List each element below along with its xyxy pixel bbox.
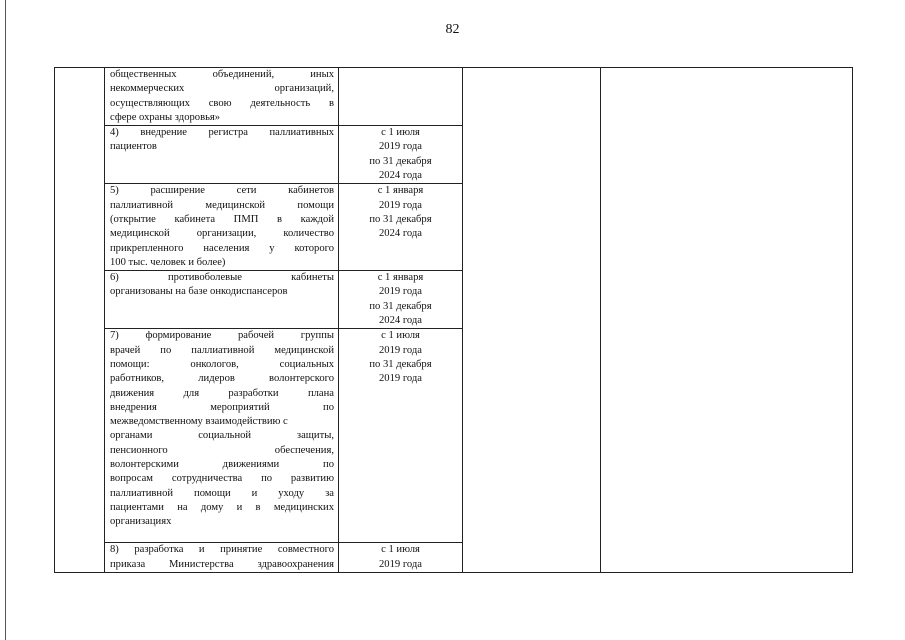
activity-description-cell <box>105 68 339 126</box>
description-line: паллиативной помощи и уходу за <box>110 487 334 499</box>
description-line: работников, лидеров волонтерского <box>110 373 334 385</box>
deadline-line: 2019 года <box>378 141 422 153</box>
deadline-cell <box>339 126 463 184</box>
deadline-line: 2019 года <box>378 286 422 298</box>
description-line: внедрения мероприятий по <box>110 401 334 413</box>
description-line: врачей по паллиативной медицинской <box>110 344 334 356</box>
description-line: 100 тыс. человек и более) <box>110 256 226 268</box>
table-row <box>55 68 853 126</box>
deadline-line: 2019 года <box>378 344 422 356</box>
description-line: 5) расширение сети кабинетов <box>110 185 334 197</box>
activity-description-cell <box>105 329 339 543</box>
deadline-line: 2019 года <box>378 373 422 385</box>
description-line: некоммерческих организаций, <box>110 83 334 95</box>
description-line: медицинской организации, количество <box>110 228 334 240</box>
description-line: пациентами на дому и в медицинских <box>110 501 334 513</box>
description-line: общественных объединений, иных <box>110 69 334 80</box>
description-line: органами социальной защиты, <box>110 430 334 442</box>
deadline-cell <box>339 329 463 543</box>
description-line: организациях <box>110 516 172 528</box>
description-line: помощи: онкологов, социальных <box>110 358 334 370</box>
description-line: пенсионного обеспечения, <box>110 444 334 456</box>
description-line: паллиативной медицинской помощи <box>110 199 334 211</box>
description-line: организованы на базе онкодиспансеров <box>110 286 288 298</box>
activity-description-cell <box>105 184 339 271</box>
description-line: прикрепленного населения у которого <box>110 242 334 254</box>
description-line: пациентов <box>110 141 157 153</box>
page-left-edge-line <box>5 0 6 640</box>
deadline-line: с 1 июля <box>381 330 420 342</box>
description-line: волонтерскими движениями по <box>110 459 334 471</box>
description-line: 7) формирование рабочей группы <box>110 330 334 342</box>
deadline-cell <box>339 543 463 573</box>
description-line: вопросам сотрудничества по развитию <box>110 473 334 485</box>
deadline-line: по 31 декабря <box>369 358 432 370</box>
deadline-line: по 31 декабря <box>369 155 432 167</box>
deadline-line: 2024 года <box>378 228 422 240</box>
result-column-cell <box>601 68 853 573</box>
deadline-line: с 1 января <box>377 272 424 284</box>
deadline-line: по 31 декабря <box>369 300 432 312</box>
deadline-line: по 31 декабря <box>369 213 432 225</box>
activity-description-cell <box>105 543 339 573</box>
description-line: 4) внедрение регистра паллиативных <box>110 127 334 139</box>
page-number: 82 <box>445 22 460 37</box>
activity-description-cell <box>105 271 339 329</box>
deadline-line: 2019 года <box>378 558 422 570</box>
description-line: (открытие кабинета ПМП в каждой <box>110 213 334 225</box>
description-line: межведомственному взаимодействию с <box>110 416 288 428</box>
number-column-cell <box>55 68 105 573</box>
deadline-line: 2019 года <box>378 199 422 211</box>
description-line: сфере охраны здоровья» <box>110 111 221 123</box>
description-line: 6) противоболевые кабинеты <box>110 272 334 284</box>
deadline-cell <box>339 184 463 271</box>
activities-table <box>54 67 853 573</box>
description-line: 8) разработка и принятие совместного <box>110 544 334 556</box>
deadline-line: с 1 января <box>377 185 424 197</box>
description-line: движения для разработки плана <box>110 387 334 399</box>
deadline-line: 2024 года <box>378 315 422 327</box>
description-line: приказа Министерства здравоохранения <box>110 558 334 570</box>
activity-description-cell <box>105 126 339 184</box>
deadline-cell <box>339 68 463 126</box>
deadline-line: с 1 июля <box>381 544 420 556</box>
executor-column-cell <box>463 68 601 573</box>
deadline-cell <box>339 271 463 329</box>
deadline-line: 2024 года <box>378 170 422 182</box>
deadline-line: с 1 июля <box>381 127 420 139</box>
description-line: осуществляющих свою деятельность в <box>110 97 334 109</box>
